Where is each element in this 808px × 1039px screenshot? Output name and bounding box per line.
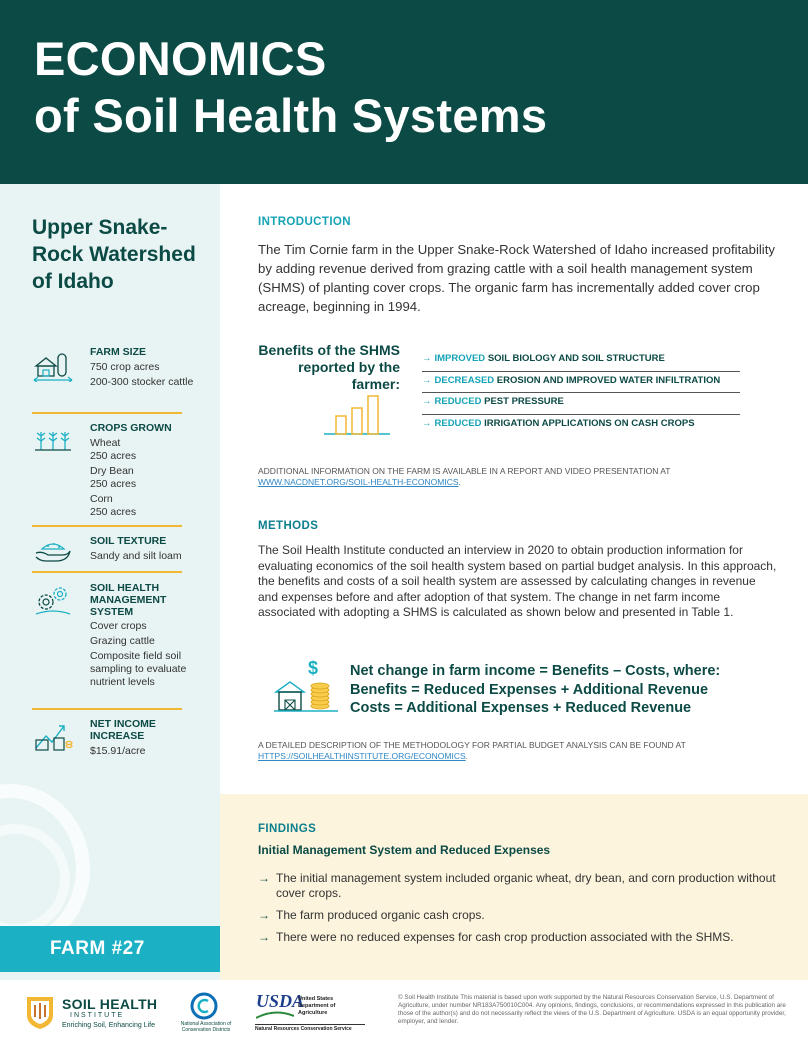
page-title bbox=[34, 30, 547, 144]
method-note-end: . bbox=[465, 751, 469, 761]
method-note bbox=[258, 740, 778, 762]
shi-tagline: Enriching Soil, Enhancing Life bbox=[62, 1022, 156, 1029]
stat-values bbox=[90, 620, 202, 691]
benefit-item bbox=[422, 350, 740, 372]
nacd-logo bbox=[190, 992, 218, 1020]
findings-subtitle: Initial Management System and Reduced Expenses bbox=[258, 843, 551, 857]
arrow-right-icon: → bbox=[258, 908, 270, 922]
soil-hand-icon bbox=[32, 535, 74, 571]
stat-value: 250 acres bbox=[90, 450, 137, 462]
benefits-list bbox=[422, 350, 740, 436]
usda-swoosh bbox=[256, 1010, 294, 1020]
findings-title: FINDINGS bbox=[258, 823, 317, 835]
title-line-1: ECONOMICS bbox=[34, 32, 327, 85]
benefit-item bbox=[422, 415, 740, 437]
watershed-title: Upper Snake-Rock Watershed of Idaho bbox=[32, 216, 196, 293]
stat-values bbox=[90, 437, 202, 521]
stat-value: Dry Bean bbox=[90, 465, 134, 477]
stat-value: 250 acres bbox=[90, 478, 137, 490]
page-header bbox=[0, 0, 808, 184]
stat-value: Wheat bbox=[90, 437, 121, 449]
stat-value: Grazing cattle bbox=[90, 635, 155, 647]
benefit-highlight: DECREASED bbox=[434, 374, 495, 386]
arrow-right-icon: → bbox=[422, 374, 432, 386]
divider bbox=[32, 571, 182, 573]
gears-icon bbox=[32, 582, 74, 618]
findings-text: The farm produced organic cash crops. bbox=[276, 908, 485, 922]
info-note-text: ADDITIONAL INFORMATION ON THE FARM IS AVAILABLE IN A REPORT AND VIDEO PRESENTATION AT bbox=[258, 466, 671, 476]
nacd-link[interactable]: WWW.NACDNET.ORG/SOIL-HEALTH-ECONOMICS bbox=[258, 477, 459, 487]
methods-title: METHODS bbox=[258, 520, 319, 532]
divider bbox=[32, 708, 182, 710]
info-note-end: . bbox=[458, 477, 461, 487]
benefit-text: PEST PRESSURE bbox=[481, 396, 564, 407]
divider bbox=[32, 525, 182, 527]
stat-values bbox=[90, 550, 202, 565]
usda-logo: USDA bbox=[256, 991, 305, 1011]
legal-notice: © Soil Health Institute This material is based upon work supported by the Natural Resources Conservation Service, U.S. Department of Agriculture, under number NR183A750010C004. Any opinions, findings, conclusions, or recommendations expressed in this publication are those of the author(s) and do not necessarily reflect the views of the U.S. Department of Agriculture. USDA is an equal opportunity provider, employer, and lender. bbox=[398, 994, 786, 1025]
benefit-text: EROSION AND IMPROVED WATER INFILTRATION bbox=[494, 374, 721, 386]
arrow-right-icon: → bbox=[422, 396, 432, 407]
shi-economics-link[interactable]: HTTPS://SOILHEALTHINSTITUTE.ORG/ECONOMICS bbox=[258, 751, 466, 761]
nacd-name: National Association of Conservation Districts bbox=[180, 1021, 232, 1033]
nrcs-name: Natural Resources Conservation Service bbox=[255, 1024, 365, 1032]
shi-name: SOIL HEALTH bbox=[62, 996, 158, 1012]
formula-line: Net change in farm income = Benefits – Costs, where: bbox=[350, 663, 721, 679]
stat-label: NET INCOME INCREASE bbox=[90, 718, 156, 742]
stat-value: 250 acres bbox=[90, 506, 137, 518]
benefit-highlight: REDUCED bbox=[434, 417, 482, 429]
stat-label: CROPS GROWN bbox=[90, 422, 172, 434]
arrow-right-icon: → bbox=[422, 353, 432, 364]
benefit-highlight: IMPROVED bbox=[434, 353, 486, 364]
findings-text: The initial management system included organic wheat, dry bean, and corn production without cover crops. bbox=[276, 871, 776, 900]
findings-text: There were no reduced expenses for cash crop production associated with the SHMS. bbox=[276, 930, 734, 944]
farm-number-badge: FARM #27 bbox=[0, 926, 220, 972]
benefit-text: IRRIGATION APPLICATIONS ON CASH CROPS bbox=[481, 417, 695, 429]
farm-money-icon bbox=[272, 654, 342, 714]
findings-item bbox=[258, 908, 788, 923]
stat-value: Corn bbox=[90, 493, 113, 505]
intro-title: INTRODUCTION bbox=[258, 216, 351, 228]
stat-value: 200-300 stocker cattle bbox=[90, 376, 194, 388]
formula-line: Costs = Additional Expenses + Reduced Revenue bbox=[350, 700, 692, 716]
benefits-heading: Benefits of the SHMS reported by the farmer: bbox=[258, 342, 400, 392]
stat-value: 750 crop acres bbox=[90, 361, 160, 373]
stat-values bbox=[90, 745, 202, 760]
findings-item bbox=[258, 930, 788, 945]
shi-institute: INSTITUTE bbox=[70, 1012, 125, 1019]
benefit-text: SOIL BIOLOGY AND SOIL STRUCTURE bbox=[485, 353, 665, 364]
soil-health-institute-logo bbox=[24, 994, 56, 1030]
arrow-right-icon: → bbox=[258, 930, 270, 944]
svg-text:$: $ bbox=[308, 658, 319, 678]
income-icon bbox=[32, 718, 74, 754]
methods-text: The Soil Health Institute conducted an interview in 2020 to obtain production information for evaluating economics of the soil health system based on partial budget analysis. In this approach, the benefits and costs of a soil health system are assessed by calculating changes in revenue and expenses before and after adoption of that system. The change in net farm income associated with adopting a SHMS is calculated as shown below and presented in Table 1. bbox=[258, 543, 777, 619]
formula-line: Benefits = Reduced Expenses + Additional Revenue bbox=[350, 681, 709, 698]
benefit-item bbox=[422, 393, 740, 415]
sidebar bbox=[0, 184, 220, 980]
benefit-highlight: REDUCED bbox=[434, 396, 482, 407]
benefit-item bbox=[422, 372, 740, 394]
stat-value: $15.91/acre bbox=[90, 745, 146, 757]
stat-label: SOIL HEALTH MANAGEMENT SYSTEM bbox=[90, 582, 167, 618]
stat-value: Sandy and silt loam bbox=[90, 550, 182, 562]
arrow-right-icon: → bbox=[422, 417, 432, 429]
farm-icon bbox=[32, 346, 74, 382]
stat-label: SOIL TEXTURE bbox=[90, 535, 167, 547]
title-line-2: of Soil Health Systems bbox=[34, 89, 548, 142]
bar-growth-icon bbox=[322, 392, 392, 436]
divider bbox=[32, 412, 182, 414]
method-note-text: A DETAILED DESCRIPTION OF THE METHODOLOGY FOR PARTIAL BUDGET ANALYSIS CAN BE FOUND AT bbox=[258, 740, 686, 750]
arrow-right-icon: → bbox=[258, 871, 270, 885]
intro-text: The Tim Cornie farm in the Upper Snake-Rock Watershed of Idaho increased profitability by adding revenue derived from grazing cattle with a soil health management system (SHMS) of planting cover crops. The organic farm has incrementally added cover crop acreage, beginning in 1994. bbox=[258, 242, 775, 314]
stat-value: Cover crops bbox=[90, 620, 147, 632]
usda-department: United States Department of Agriculture bbox=[298, 996, 336, 1016]
wheat-icon bbox=[32, 422, 74, 458]
stat-values bbox=[90, 361, 202, 391]
info-note bbox=[258, 466, 768, 488]
stat-label: FARM SIZE bbox=[90, 346, 147, 358]
stat-value: Composite field soil sampling to evaluate nutrient levels bbox=[90, 650, 187, 688]
findings-item bbox=[258, 871, 788, 901]
formula-block bbox=[350, 662, 770, 718]
